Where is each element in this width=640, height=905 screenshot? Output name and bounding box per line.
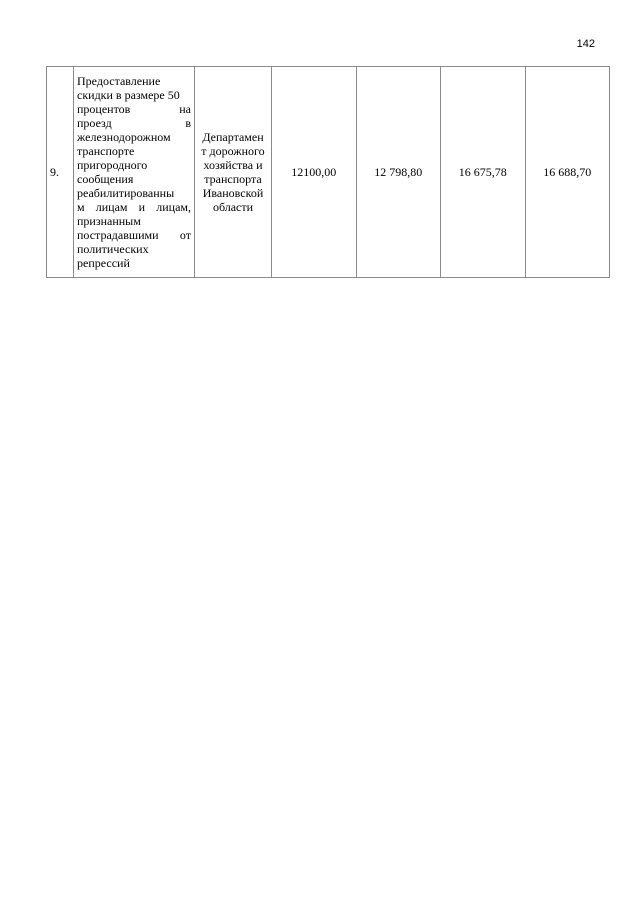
department-line: Ивановской [202, 186, 264, 200]
row-department [195, 67, 272, 278]
table-row [47, 67, 610, 278]
data-table [46, 66, 610, 278]
department-line: области [212, 200, 254, 214]
department-line: Департамен [202, 130, 264, 144]
value-cell: 12100,00 [272, 67, 357, 278]
department-line: хозяйства и [203, 158, 263, 172]
description-line: пострадавшими от [77, 228, 191, 242]
description-line: процентов на [77, 102, 191, 116]
description-line: м лицам и лицам, [77, 200, 191, 214]
description-line: скидки в размере 50 [77, 88, 180, 102]
description-line: железнодорожном [77, 130, 171, 144]
value-cell: 16 675,78 [441, 67, 526, 278]
description-line: транспорте [77, 144, 135, 158]
row-description [74, 67, 195, 278]
description-line: сообщения [77, 172, 134, 186]
value-cell: 16 688,70 [525, 67, 610, 278]
description-line: пригородного [77, 158, 148, 172]
description-line: проезд в [77, 116, 191, 130]
department-line: транспорта [204, 172, 262, 186]
description-line: Предоставление [77, 74, 161, 88]
page-number: 142 [576, 38, 595, 50]
department-line: т дорожного [201, 144, 265, 158]
description-line: репрессий [77, 256, 130, 270]
description-line: политических [77, 242, 149, 256]
row-index: 9. [47, 67, 74, 278]
description-line: реабилитированны [77, 186, 175, 200]
description-line: признанным [77, 214, 141, 228]
value-cell: 12 798,80 [356, 67, 441, 278]
